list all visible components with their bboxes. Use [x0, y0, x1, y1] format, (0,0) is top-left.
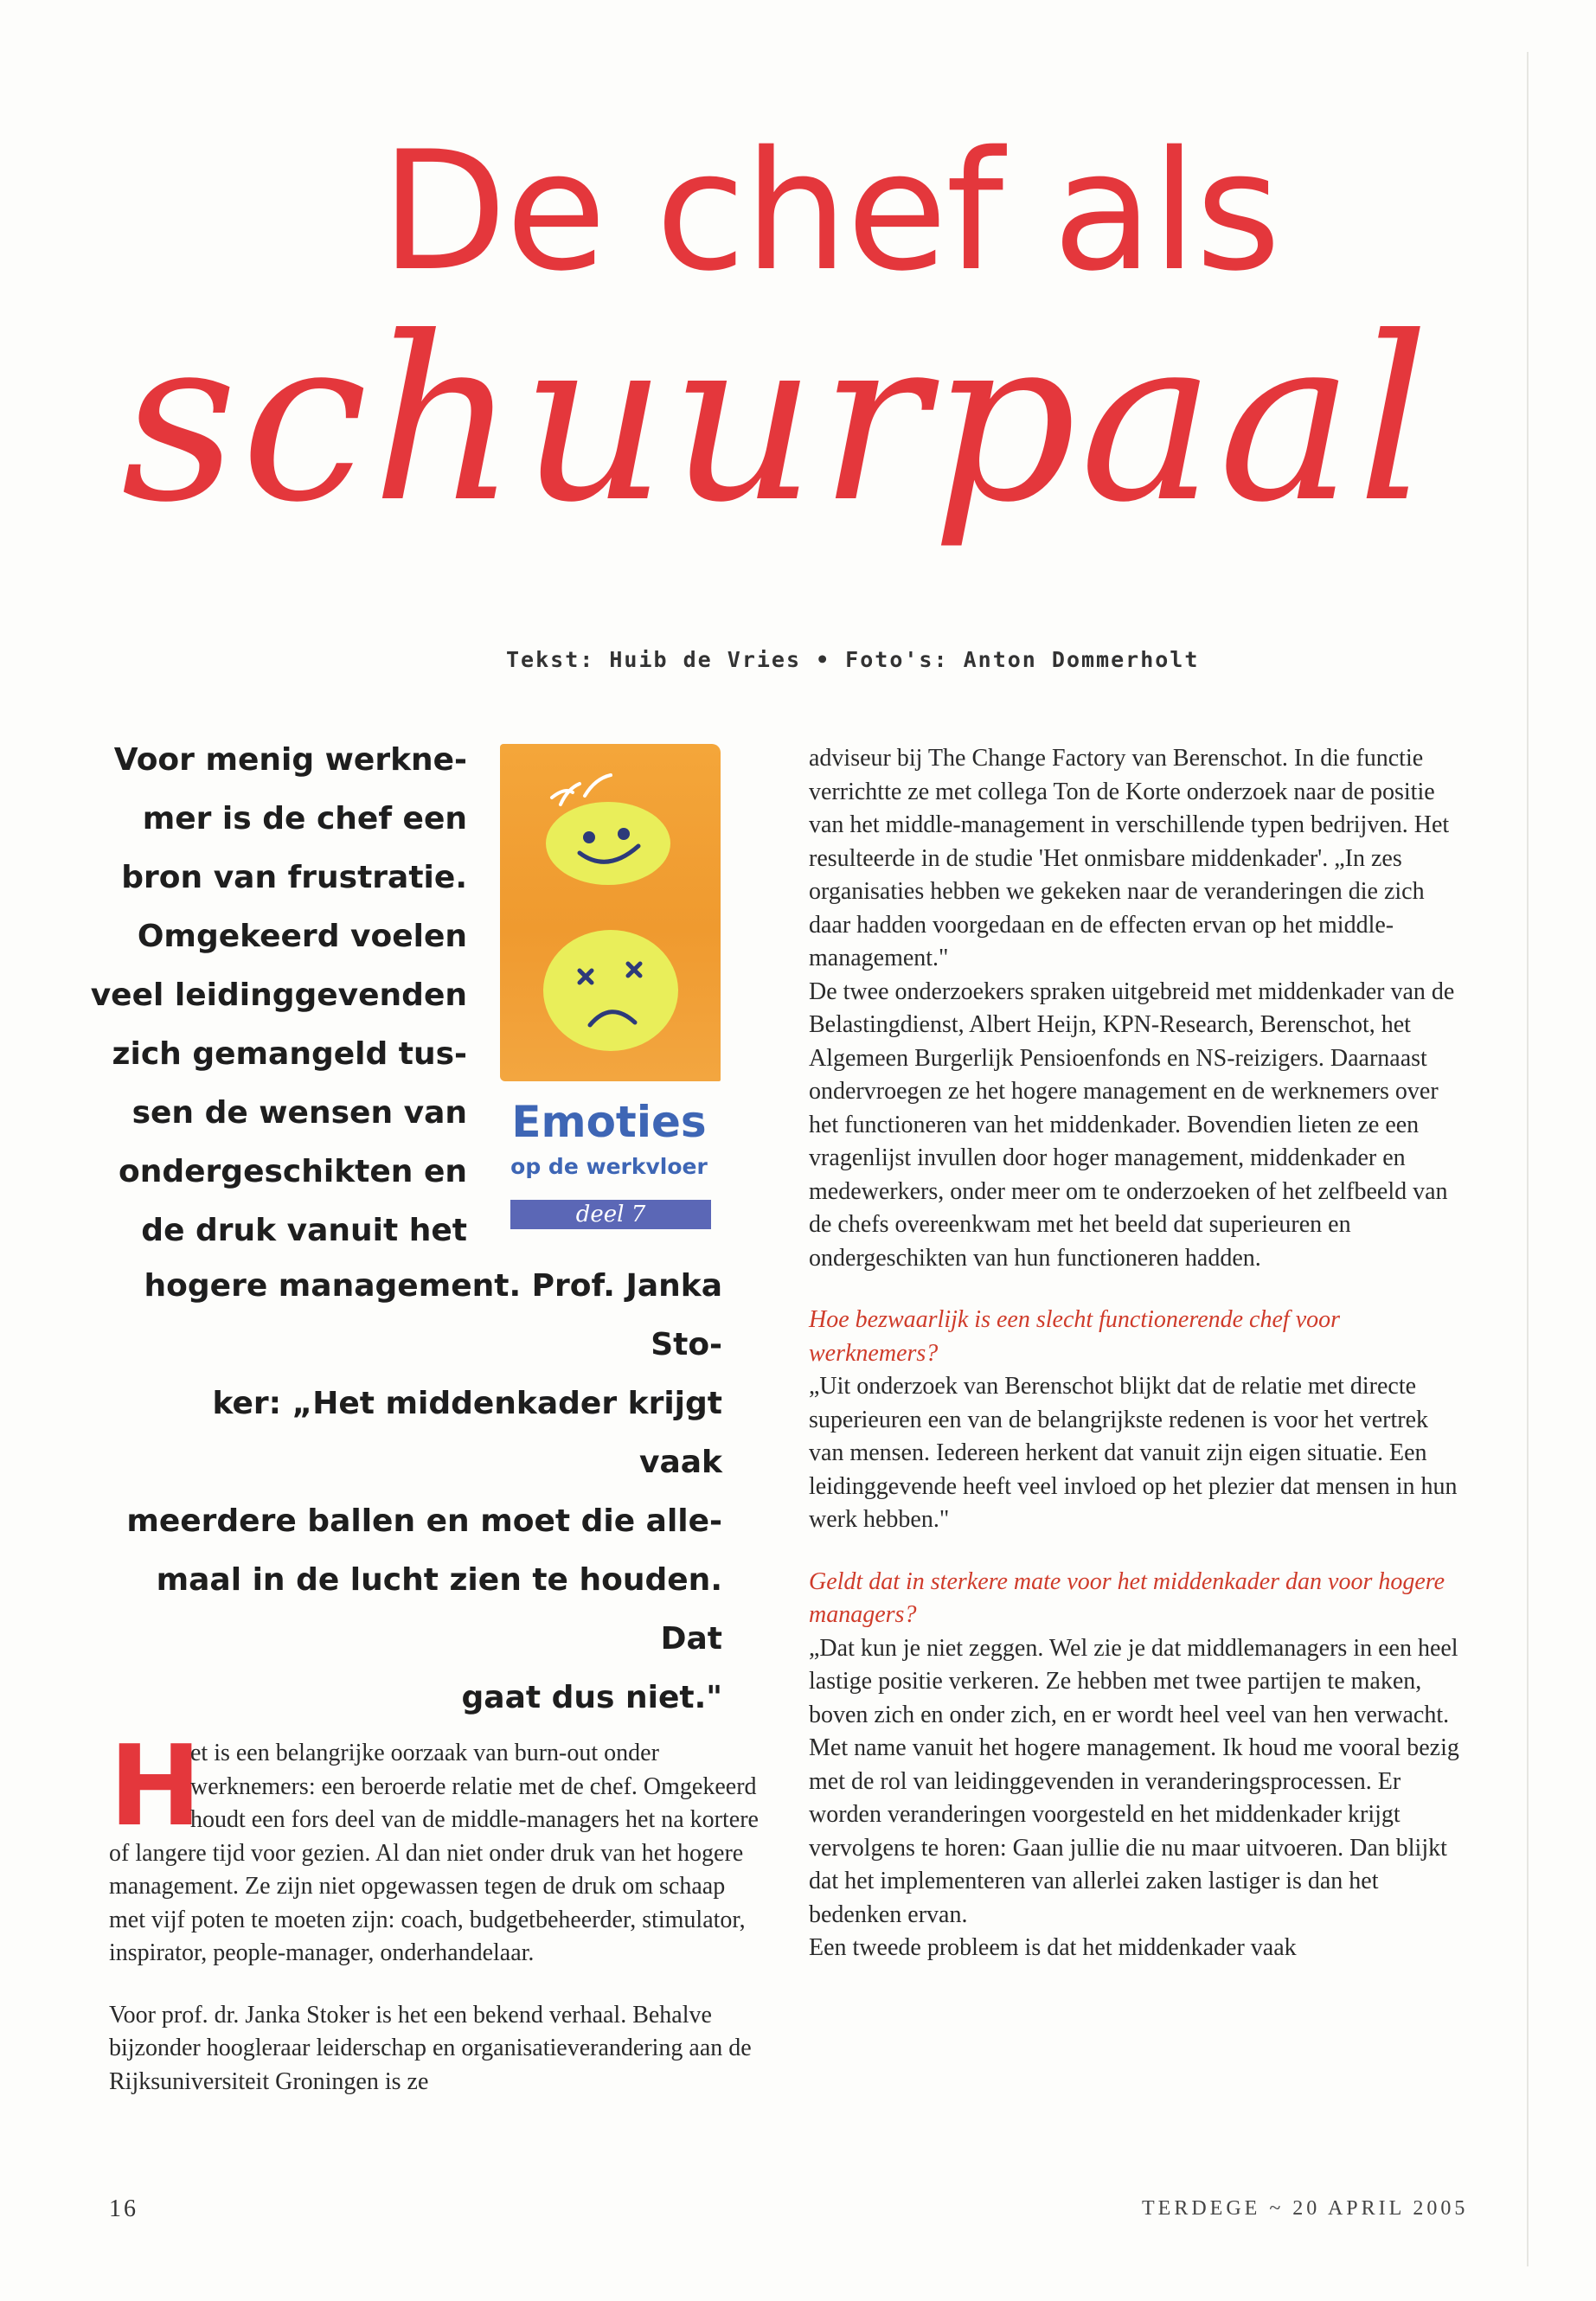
publication-footer: TERDEGE ~ 20 APRIL 2005 [1142, 2197, 1469, 2220]
intro-line: bron van frustratie. [121, 860, 467, 895]
paragraph: Voor prof. dr. Janka Stoker is het een bekend verhaal. Behalve bijzonder hoogleraar leiderschap en organisatieverandering aan de Rijksuniversiteit Groningen is ze [109, 2001, 752, 2095]
series-title: Emoties [511, 1097, 707, 1147]
intro-line: mer is de chef een [142, 801, 467, 836]
interview-answer: „Dat kun je niet zeggen. Wel zie je dat middlemanagers in een heel lastige positie verkeren. Ze hebben met twee partijen te maken, boven zich en onder zich, en er wordt heel veel van hen verwacht. Met name vanuit het hogere management. Ik houd me vooral bezig met de rol van leidinggevenden in veranderingsprocessen. Er worden veranderingen voorgesteld en het middenkader krijgt vervolgens te horen: Gaan jullie die nu maar uitvoeren. Dan blijkt dat het implementeren van allerlei zaken lastiger is dan het bedenken ervan. [809, 1634, 1459, 1928]
sad-face-icon [543, 930, 678, 1051]
interview-question: Hoe bezwaarlijk is een slecht functionerende chef voor werknemers? [809, 1306, 1341, 1367]
paragraph-opening [109, 1722, 766, 1971]
drop-cap: H [109, 1722, 202, 1851]
paragraph: De twee onderzoekers spraken uitgebreid met middenkader van de Belastingdienst, Albert Heijn, KPN-Research, Berenschot, het Algemeen Burgerlijk Pensioenfonds en NS-reizigers. Daarnaast ondervroegen ze het hogere management en de werknemers over het functioneren van het middenkader. Bovendien lieten ze een vragenlijst invullen door hoger management, middenkader en medewerkers, onder meer om te onderzoeken of het zelfbeeld van de chefs overeenkwam met het beeld dat superieuren en ondergeschikten van hun functioneren hadden. [809, 977, 1455, 1272]
intro-line: sen de wensen van [131, 1095, 467, 1131]
series-subtitle: op de werkvloer [510, 1154, 708, 1179]
intro-line: maal in de lucht zien te houden. Dat [156, 1562, 722, 1657]
paragraph: adviseur bij The Change Factory van Berenschot. In die functie verrichtte ze met collega Ton de Korte onderzoek naar de positie van het middle-management in verschillende typen bedrijven. Het resulteerde in de studie 'Het onmisbare middenkader'. „In zes organisaties hebben we gekeken naar de veranderingen die zich daar hadden voorgedaan en de effecten ervan op het middle-management." [809, 745, 1450, 971]
page-number: 16 [109, 2195, 138, 2222]
interview-answer: Een tweede probleem is dat het middenkader vaak [809, 1934, 1297, 1961]
intro-line: Omgekeerd voelen [137, 919, 467, 954]
interview-answer: „Uit onderzoek van Berenschot blijkt dat de relatie met directe superieuren een van de belangrijkste redenen is voor het vertrek van mensen. Iedereen herkent dat vanuit zijn eigen situatie. Een leidinggevende heeft veel invloed op het plezier dat mensen in hun werk hebben." [809, 1373, 1458, 1533]
intro-line: gaat dus niet." [461, 1680, 722, 1715]
intro-line: meerdere ballen en moet die alle- [126, 1503, 722, 1539]
page-edge-divider [1527, 52, 1529, 2266]
article-title-line-1: De chef als [381, 116, 1279, 307]
series-part-badge: deel 7 [510, 1200, 711, 1229]
emotions-series-illustration [500, 744, 721, 1081]
intro-line: Voor menig werkne- [113, 742, 467, 778]
intro-line: hogere management. Prof. Janka Sto- [144, 1268, 722, 1362]
happy-face-icon [546, 775, 670, 885]
article-title-line-2: schuurpaal [121, 288, 1433, 552]
article-column-left [109, 1722, 766, 2099]
intro-lead-top [87, 731, 467, 1260]
intro-lead-bottom [121, 1257, 722, 1727]
interview-question: Geldt dat in sterkere mate voor het middenkader dan voor hogere managers? [809, 1567, 1445, 1628]
intro-line: de druk vanuit het [141, 1213, 467, 1248]
intro-line: veel leidinggevenden [90, 977, 467, 1013]
article-credits: Tekst: Huib de Vries • Foto's: Anton Dommerholt [506, 647, 1200, 672]
paragraph-text: et is een belangrijke oorzaak van burn-out onder werknemers: een beroerde relatie met de chef. Omgekeerd houdt een fors deel van de middle-managers het na kortere of langere tijd voor gezien. Al dan niet onder druk van het hogere management. Ze zijn niet opgewassen tegen de druk om schaap met vijf poten te moeten zijn: coach, budgetbeheerder, stimulator, inspirator, people-manager, onderhandelaar. [109, 1740, 759, 1966]
intro-line: ondergeschikten en [119, 1154, 467, 1189]
intro-line: zich gemangeld tus- [112, 1036, 467, 1072]
intro-line: ker: „Het middenkader krijgt vaak [212, 1386, 722, 1480]
article-column-right [809, 742, 1466, 1965]
